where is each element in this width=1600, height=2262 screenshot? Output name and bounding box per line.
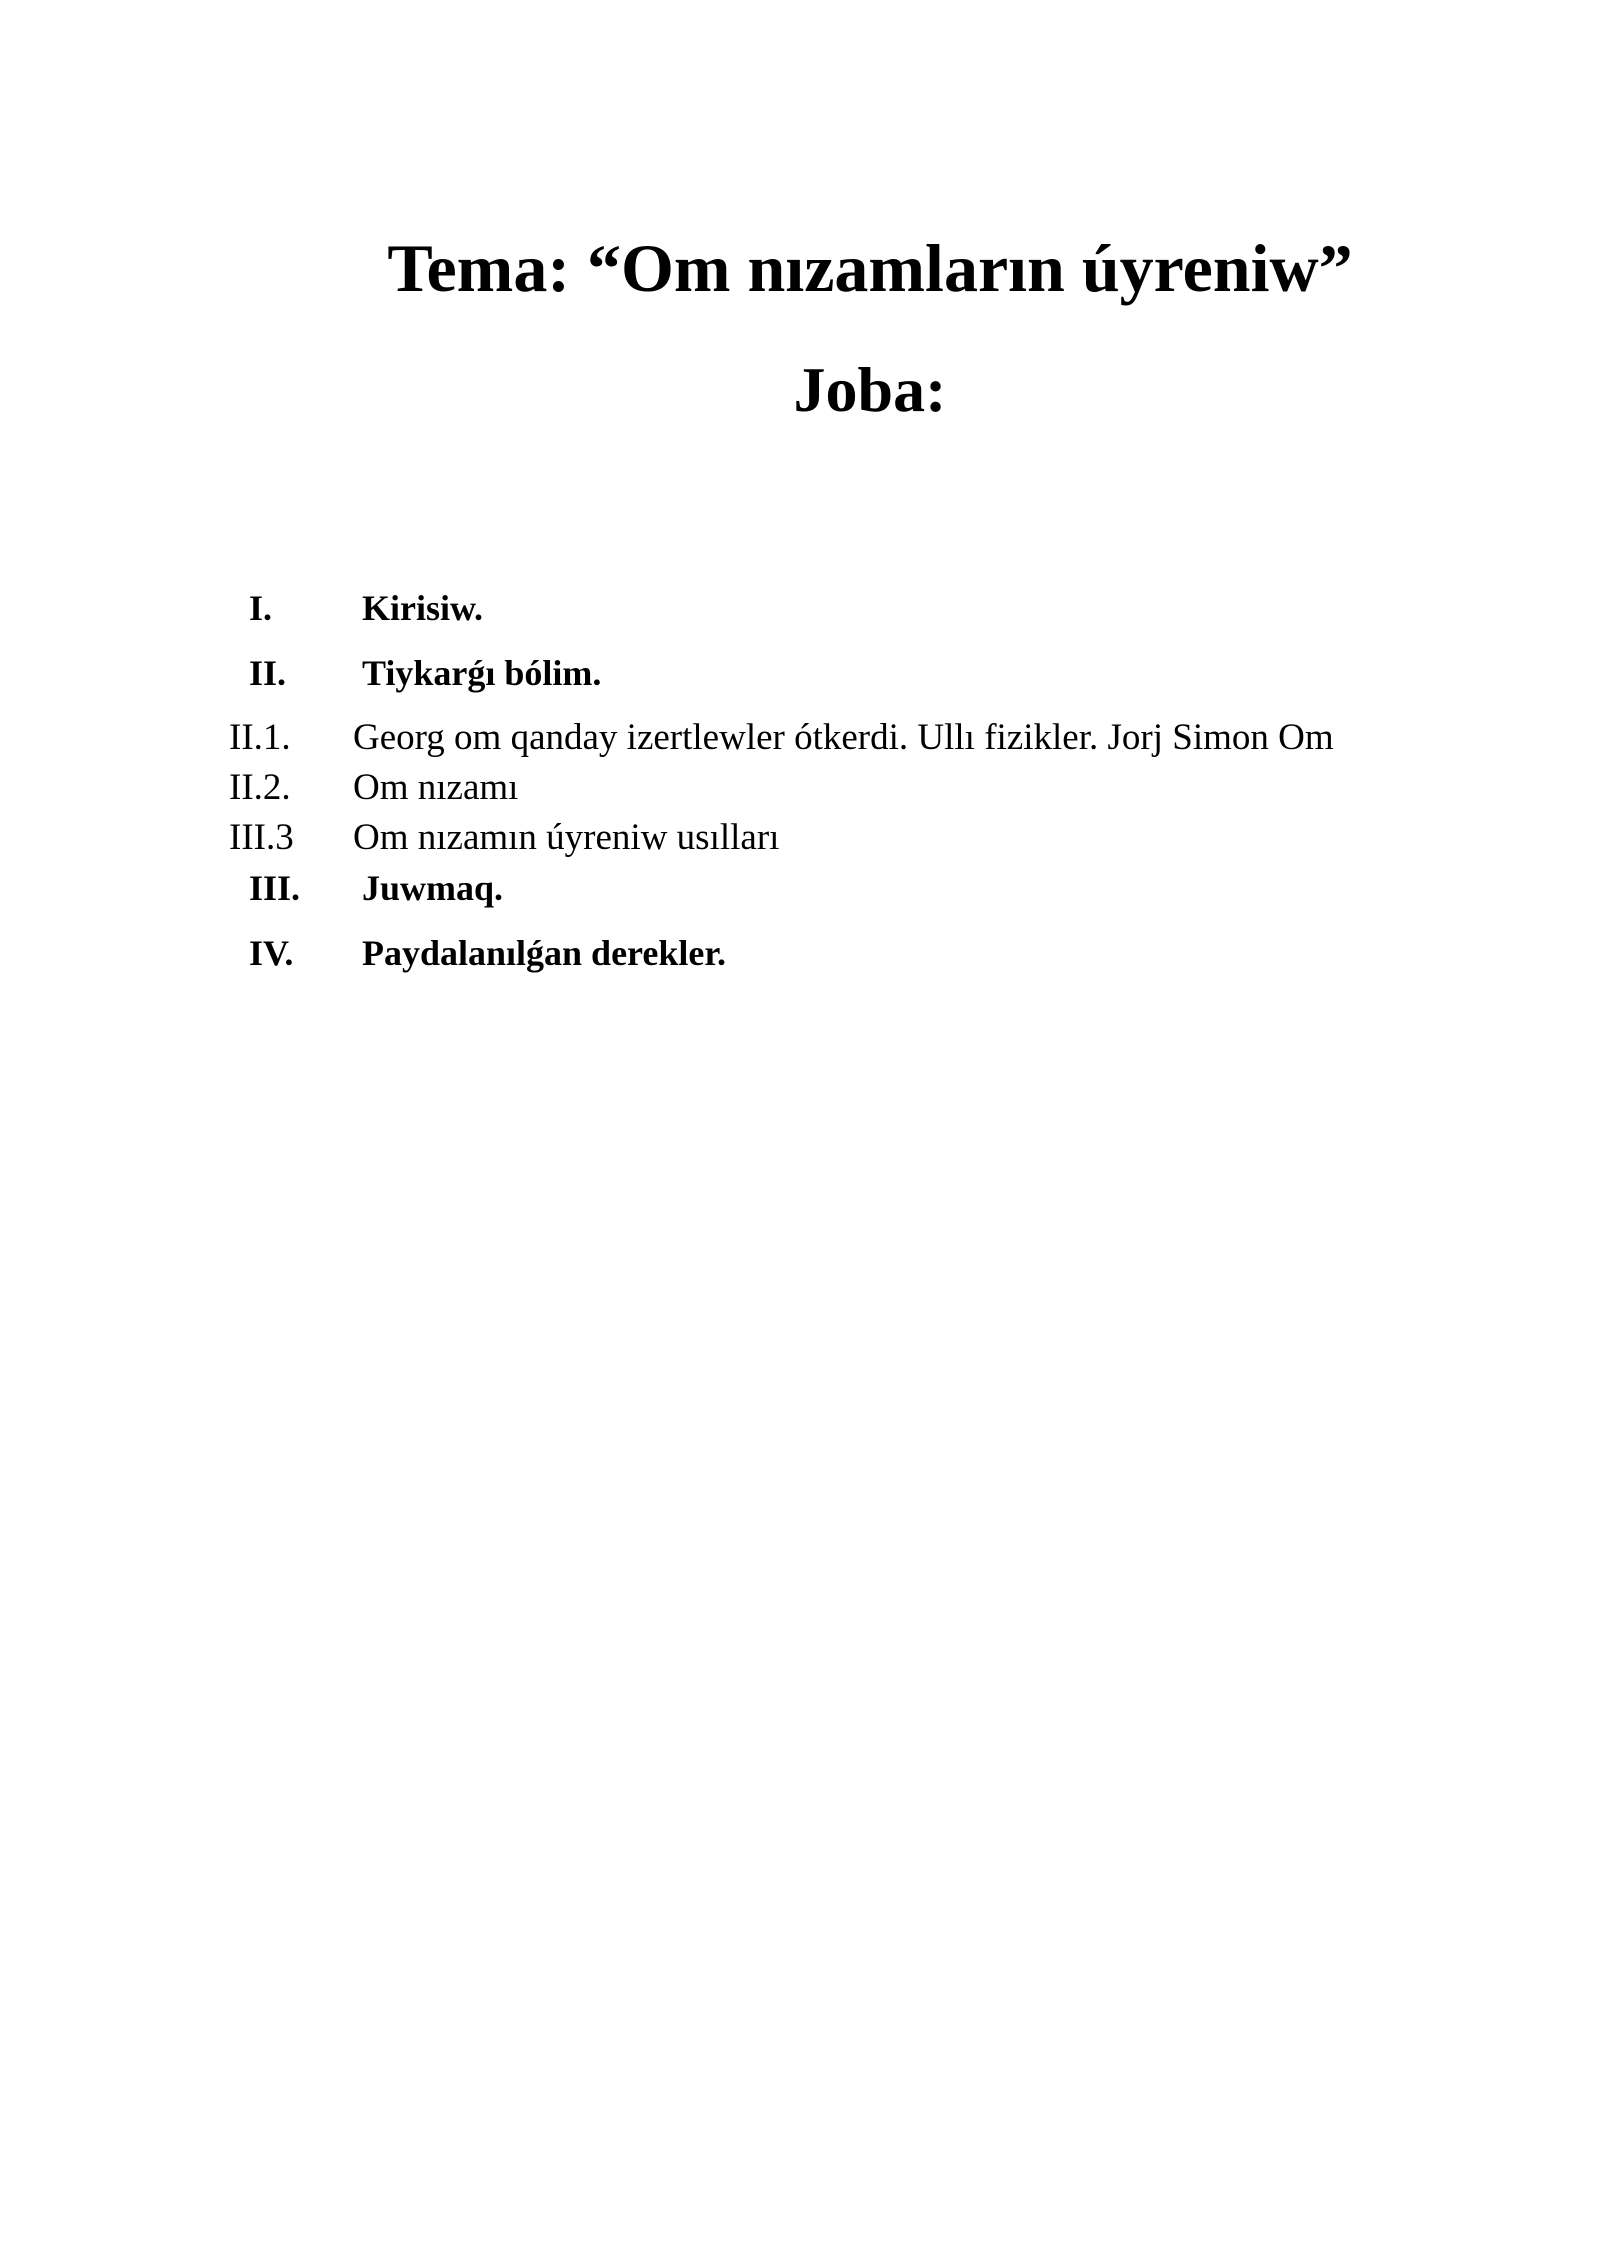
document-title: Tema: “Om nızamların úyreniw” [387,230,1353,306]
toc-item-label: Paydalanılǵan derekler. [362,933,727,973]
toc-item-label: Kirisiw. [362,588,484,628]
toc-item-number: III. [249,868,301,908]
toc-item-label: Om nızamı [353,767,519,808]
toc-item-number: II.1. [229,717,291,758]
toc-item-number: IV. [249,933,294,973]
toc-item-label: Tiykarǵı bólim. [362,653,602,693]
toc-item-number: II. [249,653,287,693]
plan-heading: Joba: [793,354,947,425]
toc-item-number: III.3 [229,817,294,858]
toc-item-label: Georg om qanday izertlewler ótkerdi. Ullı fizikler. Jorj Simon Om [353,717,1334,758]
toc-item-number: II.2. [229,767,291,808]
toc-item-label: Om nızamın úyreniw usılları [353,817,780,858]
toc-item-label: Juwmaq. [362,868,504,908]
toc-item-number: I. [249,588,273,628]
